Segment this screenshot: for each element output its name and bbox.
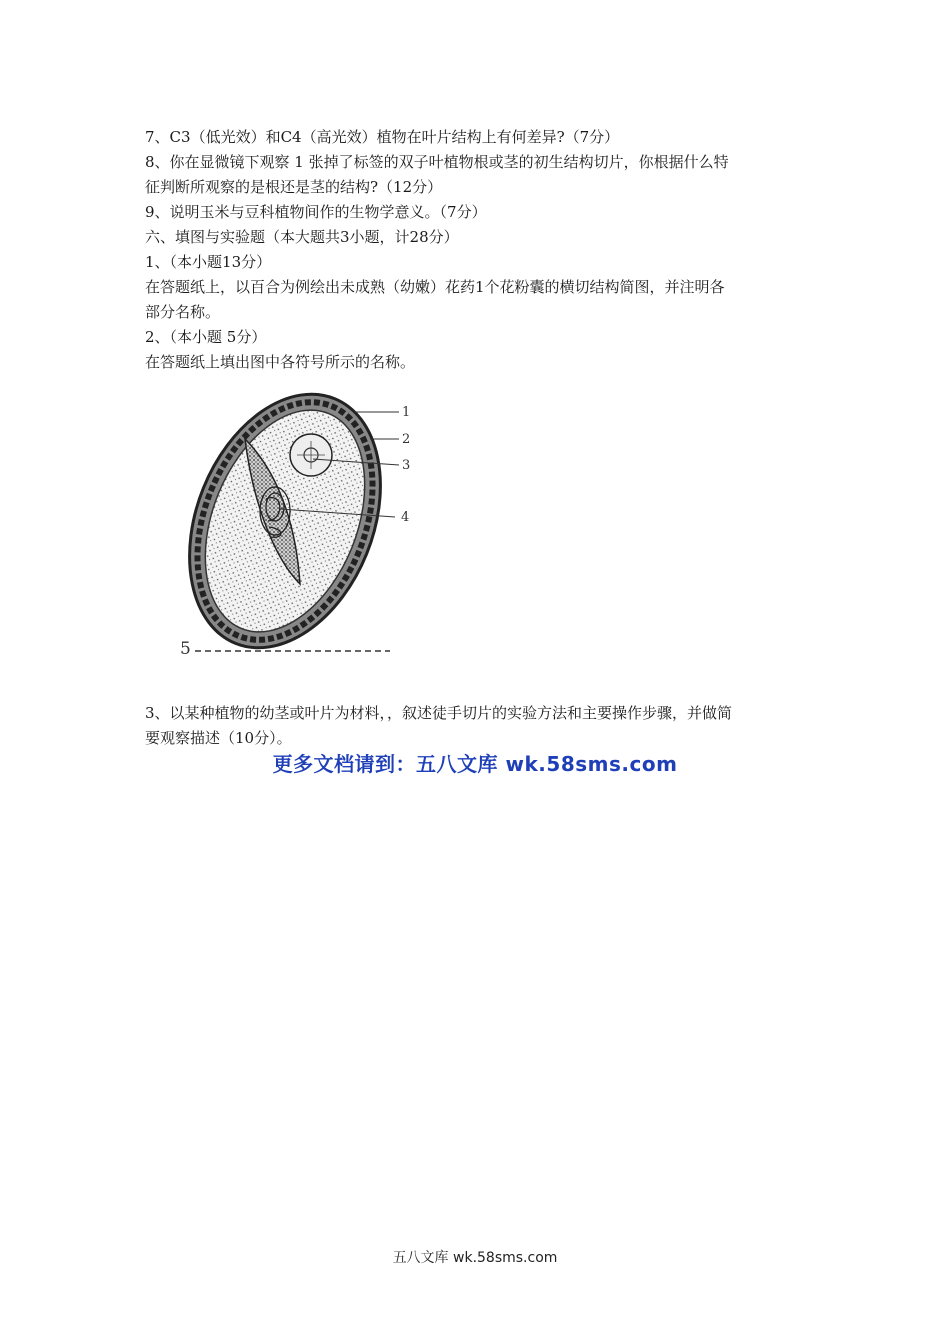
page-footer: 五八文库 wk.58sms.com: [392, 1250, 558, 1266]
promo-link-text[interactable]: 更多文档请到：五八文库 wk.58sms.com: [272, 752, 678, 776]
item-3-text-line-1: 3、以某种植物的幼茎或叶片为材料，，叙述徒手切片的实验方法和主要操作步骤，并做简: [145, 704, 733, 722]
label-5: 5: [180, 639, 191, 659]
label-1: 1: [402, 405, 411, 420]
item-1-text-line-2: 部分名称。: [145, 303, 221, 321]
ovule-diagram: [145, 379, 445, 689]
question-7: 7、C3（低光效）和C4（高光效）植物在叶片结构上有何差异?（7分）: [145, 128, 620, 146]
question-9: 9、说明玉米与豆科植物间作的生物学意义。（7分）: [145, 203, 487, 221]
question-8-line-2: 征判断所观察的是根还是茎的结构?（12分）: [145, 178, 443, 196]
document-body: [145, 125, 810, 751]
item-3-text-line-2: 要观察描述（10分）。: [145, 729, 292, 747]
question-8-line-1: 8、你在显微镜下观察 1 张掉了标签的双子叶植物根或茎的初生结构切片，你根据什么特: [145, 153, 729, 171]
item-1-text-line-1: 在答题纸上，以百合为例绘出未成熟（幼嫩）花药1个花粉囊的横切结构简图，并注明各: [145, 278, 725, 296]
item-2-text: 在答题纸上填出图中各符号所示的名称。: [145, 353, 416, 371]
label-4: 4: [401, 510, 410, 525]
label-3: 3: [402, 458, 411, 473]
section-6-heading: 六、填图与实验题（本大题共3小题，计28分）: [145, 228, 459, 246]
label-2: 2: [402, 432, 411, 447]
item-2-title: 2、（本小题 5分）: [145, 328, 267, 346]
item-1-title: 1、（本小题13分）: [145, 253, 272, 271]
embryo-sac-figure: [145, 379, 810, 689]
